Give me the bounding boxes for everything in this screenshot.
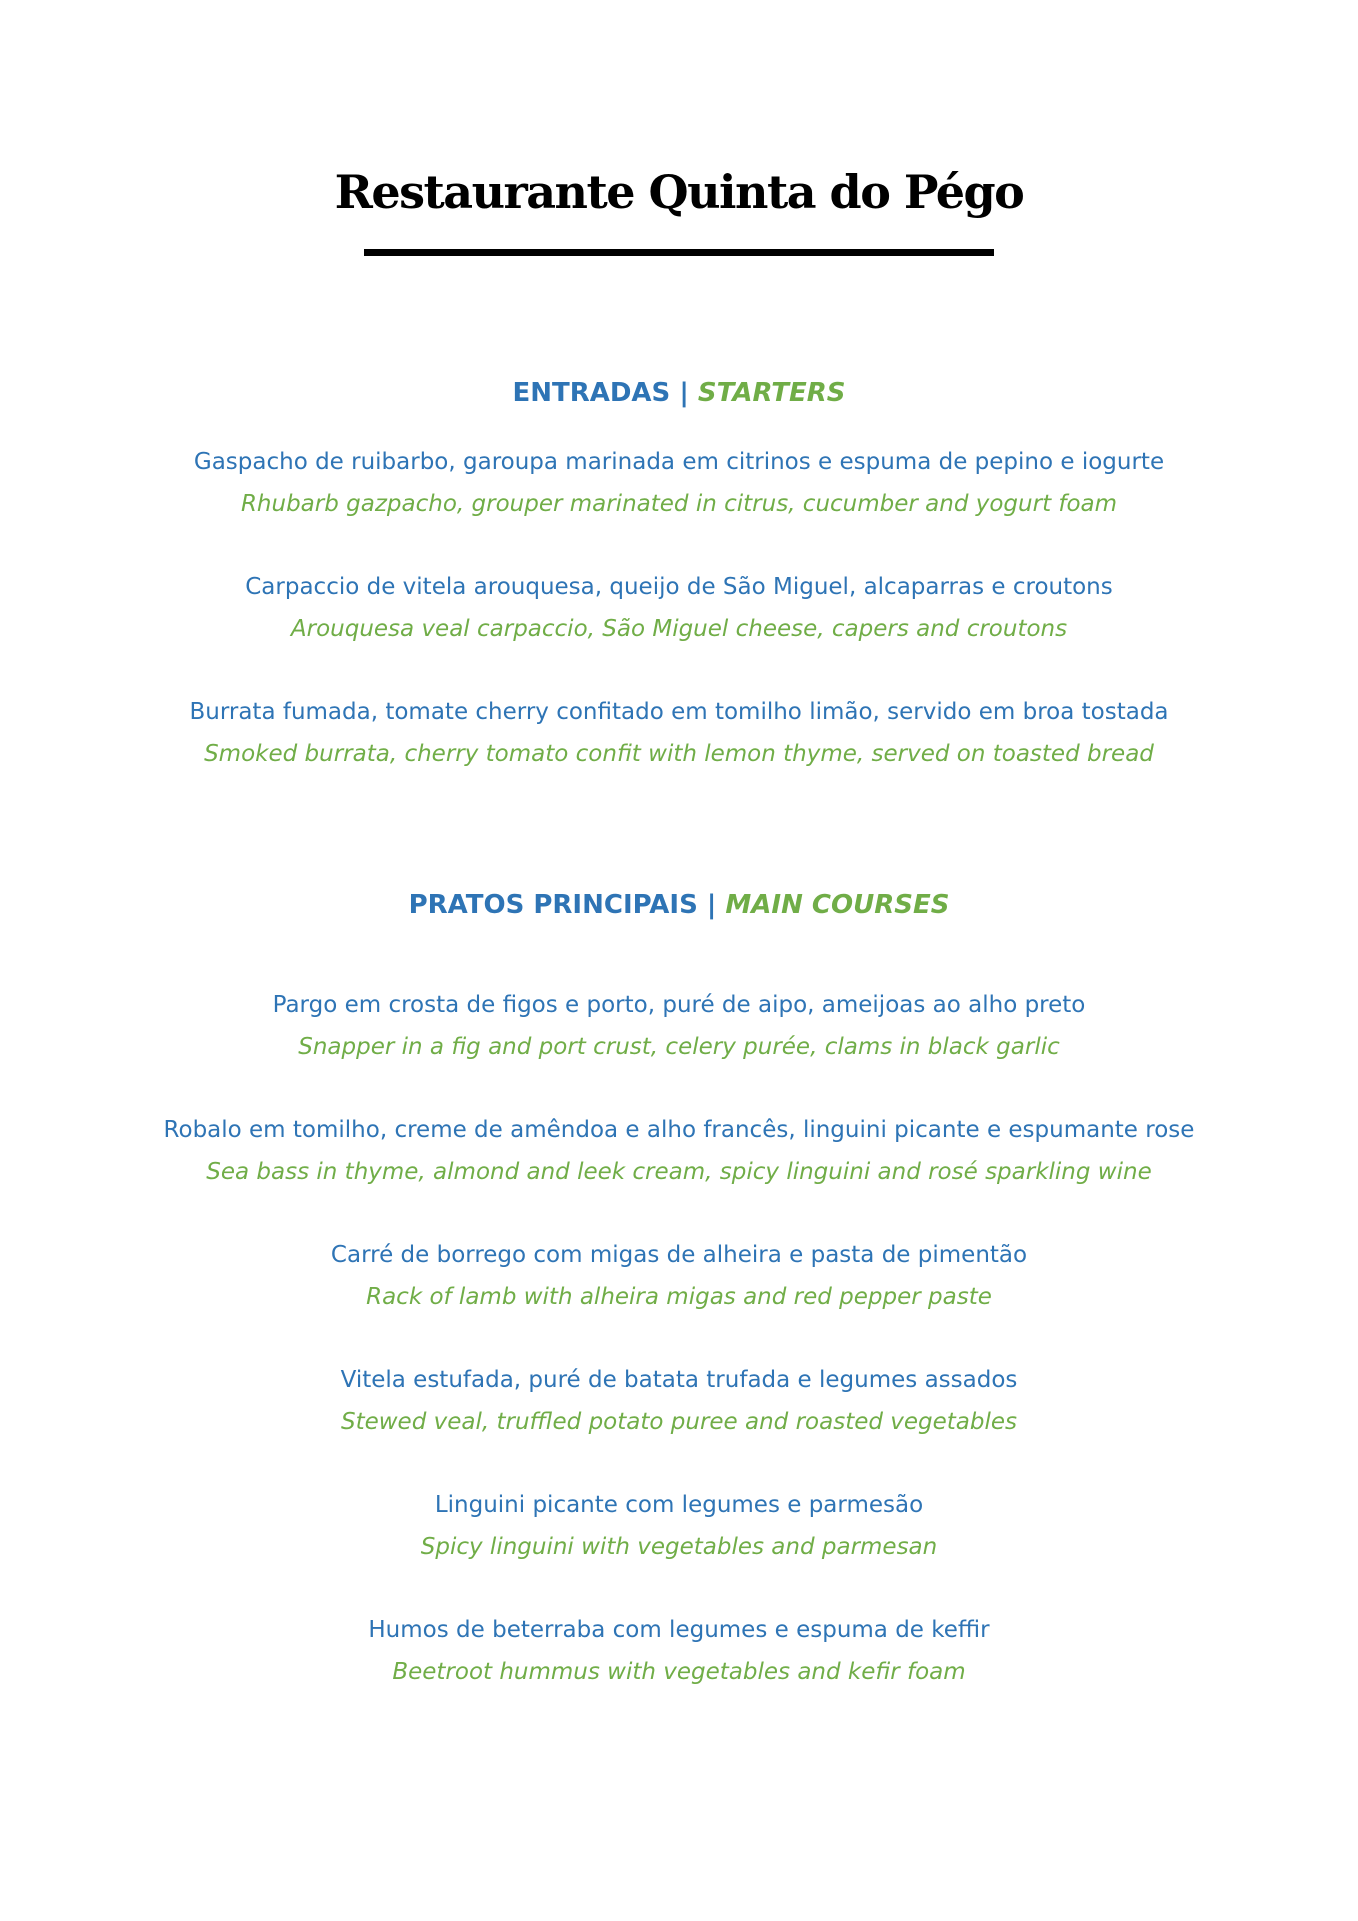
title-underline (364, 249, 994, 256)
section-heading-separator: | (670, 378, 698, 408)
dish-name-en: Snapper in a fig and port crust, celery purée, clams in black garlic (298, 1034, 1060, 1060)
section-heading-separator: | (697, 890, 726, 920)
dish-name-pt: Gaspacho de ruibarbo, garoupa marinada em citrinos e espuma de pepino e iogurte (193, 449, 1165, 475)
dish-name-en: Rack of lamb with alheira migas and red pepper paste (366, 1284, 992, 1310)
dish-name-en: Stewed veal, truffled potato puree and roasted vegetables (340, 1409, 1018, 1435)
dish-name-pt: Linguini picante com legumes e parmesão (434, 1492, 924, 1518)
section-heading-main-courses (0, 888, 1358, 922)
dish-item (0, 1490, 1358, 1562)
dish-item (0, 1240, 1358, 1312)
dish-name-en: Arouquesa veal carpaccio, São Miguel cheese, capers and croutons (290, 616, 1068, 642)
dish-name-en: Spicy linguini with vegetables and parmesan (420, 1534, 938, 1560)
section-heading-starters (0, 376, 1358, 410)
dish-name-pt: Vitela estufada, puré de batata trufada e legumes assados (340, 1367, 1018, 1393)
section-heading-pt: PRATOS PRINCIPAIS (408, 890, 698, 920)
dish-name-en: Beetroot hummus with vegetables and kefir foam (392, 1659, 966, 1685)
dish-name-en: Smoked burrata, cherry tomato confit with lemon thyme, served on toasted bread (204, 741, 1154, 767)
dish-name-pt: Humos de beterraba com legumes e espuma de keffir (368, 1617, 990, 1643)
dish-item (0, 1615, 1358, 1687)
dish-name-en: Sea bass in thyme, almond and leek cream, spicy linguini and rosé sparkling wine (206, 1159, 1152, 1185)
section-heading-pt: ENTRADAS (512, 378, 671, 408)
dish-item (0, 447, 1358, 519)
dish-name-pt: Carpaccio de vitela arouquesa, queijo de São Miguel, alcaparras e croutons (245, 574, 1113, 600)
section-heading-en: MAIN COURSES (725, 890, 950, 920)
dish-item (0, 572, 1358, 644)
dish-name-pt: Robalo em tomilho, creme de amêndoa e alho francês, linguini picante e espumante rose (163, 1117, 1195, 1143)
section-heading-en: STARTERS (697, 378, 846, 408)
dish-item (0, 1365, 1358, 1437)
dish-item (0, 697, 1358, 769)
dish-name-pt: Burrata fumada, tomate cherry confitado em tomilho limão, servido em broa tostada (189, 699, 1169, 725)
dish-name-pt: Carré de borrego com migas de alheira e pasta de pimentão (330, 1242, 1028, 1268)
restaurant-title: Restaurante Quinta do Pégo (334, 165, 1024, 219)
dish-name-en: Rhubarb gazpacho, grouper marinated in citrus, cucumber and yogurt foam (240, 491, 1118, 517)
dish-name-pt: Pargo em crosta de figos e porto, puré de aipo, ameijoas ao alho preto (272, 992, 1086, 1018)
dish-item (0, 990, 1358, 1062)
dish-item (0, 1115, 1358, 1187)
